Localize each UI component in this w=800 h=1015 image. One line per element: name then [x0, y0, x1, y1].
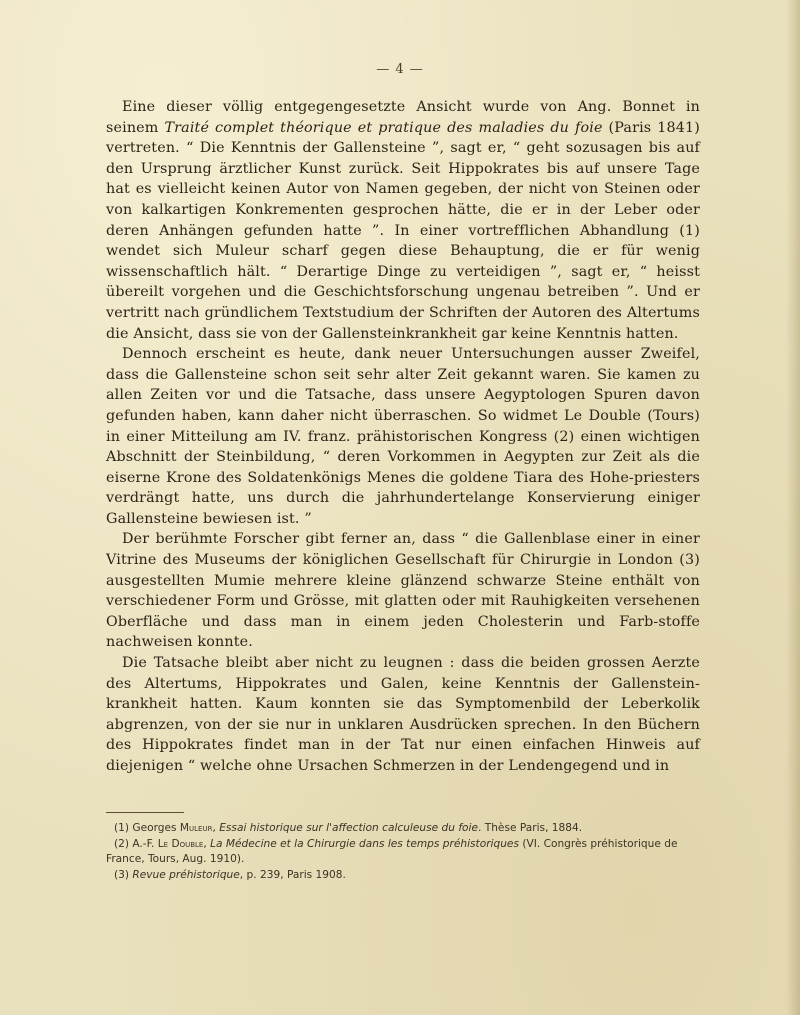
footnote-1	[106, 821, 706, 837]
italic-text: Essai historique sur l'affection calculeuse du foie	[219, 822, 478, 834]
text-run: (2) A.-F.	[114, 837, 158, 850]
text-run: (VI. Congrès préhistorique de France, Tours, Aug. 1910).	[106, 837, 678, 865]
italic-text: Revue préhistorique	[132, 868, 240, 881]
main-text	[106, 97, 700, 777]
author-name: Le Double	[157, 837, 204, 850]
text-run: . Thèse Paris, 1884.	[478, 822, 583, 834]
page-number: — 4 —	[376, 62, 424, 77]
text-run: ,	[212, 822, 220, 834]
footnote-separator	[106, 812, 184, 813]
italic-text: La Médecine et la Chirurgie dans les temps préhistoriques	[210, 837, 519, 850]
text-run: Dennoch erscheint es heute, dank neuer Untersuchungen ausser Zweifel, dass die Gallensteine schon seit sehr alter Zeit gekannt waren. Sie kamen zu allen Zeiten vor und die Tatsache, dass unsere Aegyptologen Spuren davon gefunden haben, kann daher nicht überraschen. So widmet Le Double (Tours) in einer Mitteilung am IV. franz. prähistorischen Kongress (2) einen wichtigen Abschnitt der Steinbildung, “ deren Vorkommen in Aegypten zur Zeit als die eiserne Krone des Soldatenkönigs Menes die goldene Tiara des Hohe-priesters verdrängt hatte, uns durch die jahrhundertelange Konservierung einiger Gallensteine bewiesen ist. ”	[106, 346, 700, 527]
text-run: , p. 239, Paris 1908.	[239, 868, 346, 881]
text-run: Die Tatsache bleibt aber nicht zu leugnen : dass die beiden grossen Aerzte des Altertums, Hippokrates und Galen, keine Kenntnis der Gallenstein-krankheit hatten. Kaum konnten sie das Symptomenbild der Leberkolik abgrenzen, von der sie nur in unklaren Ausdrücken sprechen. In den Büchern des Hippokrates findet man in der Tat nur einen einfachen Hinweis auf diejenigen “ welche ohne Ursachen Schmerzen in der Lendengegend und in	[106, 655, 700, 774]
text-run: ,	[203, 837, 211, 850]
author-name: Muleur	[179, 822, 213, 834]
paragraph-4	[106, 653, 700, 777]
footnote-3	[106, 868, 706, 884]
text-run: (Paris 1841) vertreten. “ Die Kenntnis der Gallensteine ”, sagt er, “ geht sozusagen bis auf den Ursprung ärztlicher Kunst zurück. Seit Hippokrates bis auf unsere Tage hat es vielleicht keinen Autor von Namen gegeben, der nicht von Steinen oder von kalkartigen Konkrementen gesprochen hätte, die er in der Leber oder deren Anhängen gefunden hatte ”. In einer vortrefflichen Abhandlung (1) wendet sich Muleur scharf gegen diese Behauptung, die er für wenig wissenschaftlich hält. “ Derartige Dinge zu verteidigen ”, sagt er, “ heisst übereilt vorgehen und die Geschichtsforschung ungenau betreiben ”. Und er vertritt nach gründlichem Textstudium der Schriften der Autoren des Altertums die Ansicht, dass sie von der Gallensteinkrankheit gar keine Kenntnis hatten.	[106, 119, 700, 342]
paragraph-2	[106, 344, 700, 529]
text-run: Eine dieser völlig entgegengesetzte Ansicht wurde von Ang. Bonnet in seinem	[106, 99, 700, 136]
paragraph-1	[106, 97, 700, 344]
italic-text: Traité complet théorique et pratique des maladies du foie	[164, 119, 603, 136]
footnotes	[106, 821, 706, 883]
paragraph-3	[106, 529, 700, 653]
text-run: (3)	[114, 868, 133, 881]
text-run: Der berühmte Forscher gibt ferner an, dass “ die Gallenblase einer in einer Vitrine des Museums der königlichen Gesellschaft für Chirurgie in London (3) ausgestellten Mumie mehrere kleine glänzend schwarze Steine enthält von verschiedener Form und Grösse, mit glatten oder mit Rauhigkeiten versehenen Oberfläche und dass man in einem jeden Cholesterin und Farb-stoffe nachweisen konnte.	[106, 531, 700, 651]
text-run: (1) Georges	[114, 822, 180, 834]
footnote-2	[106, 837, 706, 868]
page-edge-shadow	[786, 0, 800, 1015]
